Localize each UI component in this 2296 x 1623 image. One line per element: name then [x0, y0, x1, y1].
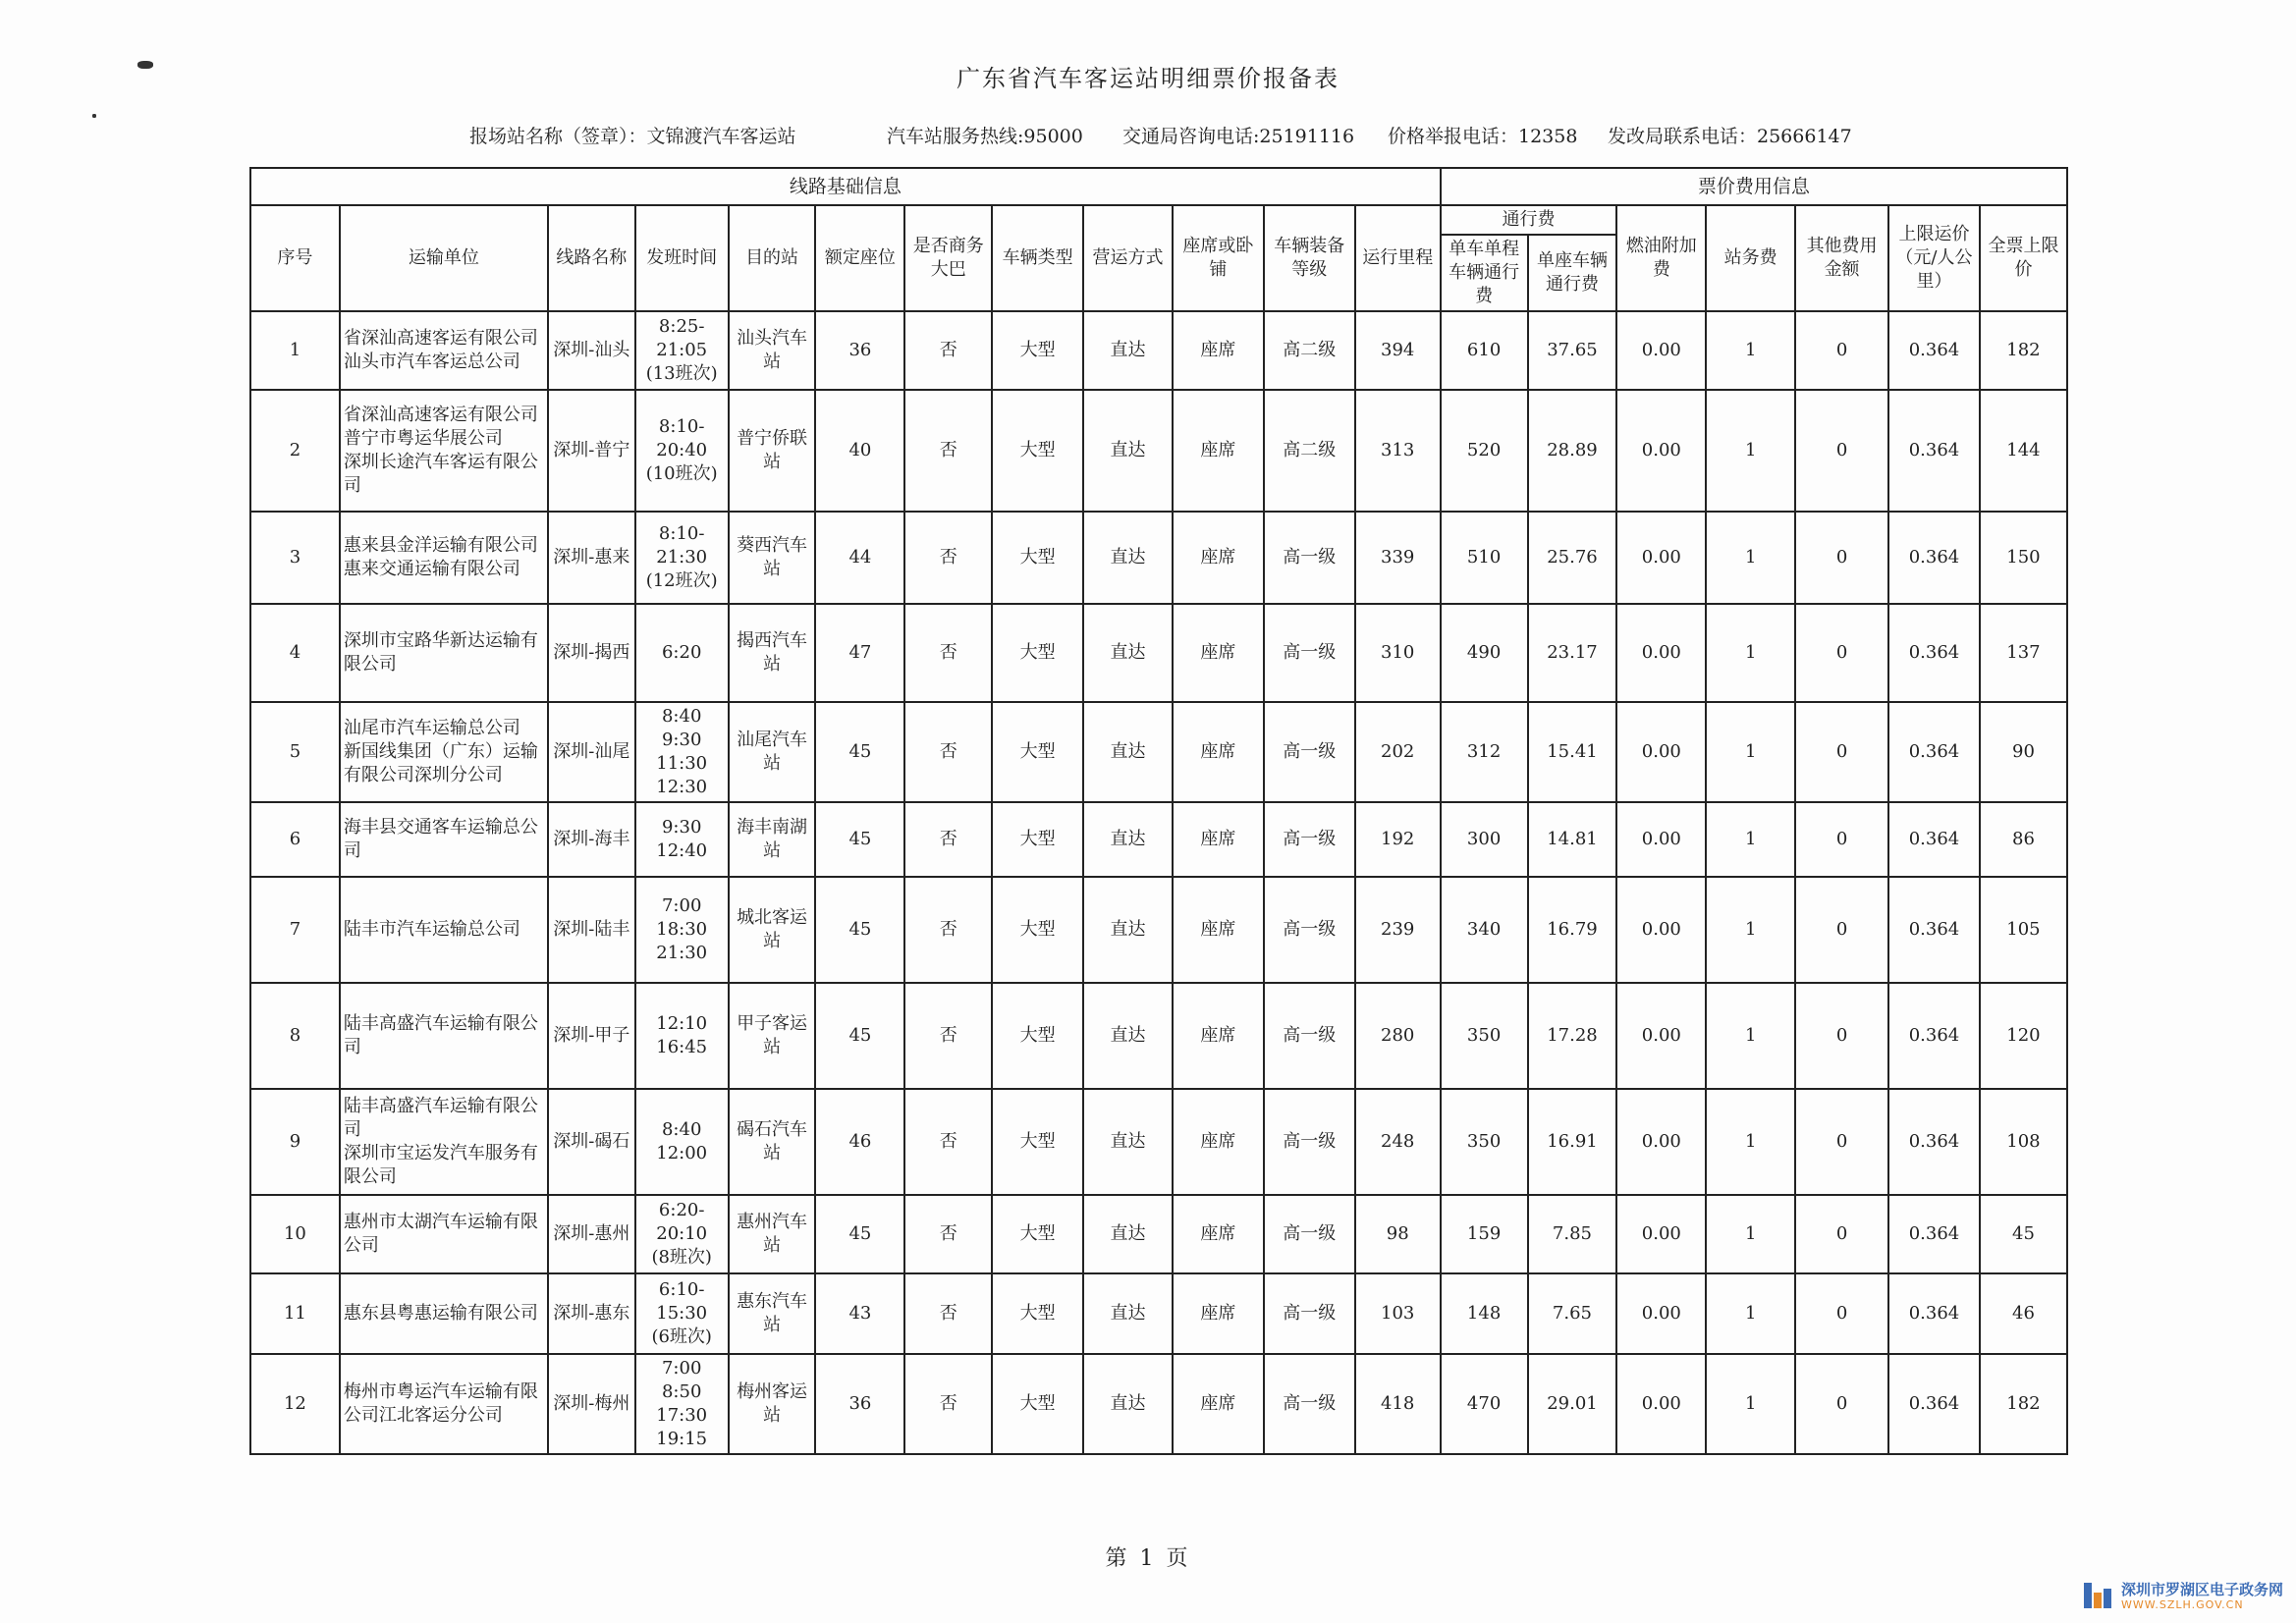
- cell-dest: 甲子客运站: [729, 983, 816, 1089]
- cell-seats: 36: [815, 311, 904, 390]
- scan-speck: [92, 114, 96, 118]
- cell-other: 0: [1795, 1089, 1888, 1195]
- cell-mileage: 202: [1355, 702, 1441, 802]
- cell-seat-bed: 座席: [1173, 390, 1264, 512]
- cell-vtype: 大型: [992, 604, 1083, 702]
- cell-grade: 高一级: [1264, 1089, 1355, 1195]
- cell-dest: 葵西汽车站: [729, 512, 816, 604]
- header-mode: 营运方式: [1083, 205, 1173, 311]
- cell-seq: 9: [250, 1089, 340, 1195]
- info-bar: [0, 122, 2296, 151]
- cell-mode: 直达: [1083, 604, 1173, 702]
- cell-mileage: 248: [1355, 1089, 1441, 1195]
- cell-business: 否: [904, 604, 992, 702]
- header-station-fee: 站务费: [1706, 205, 1795, 311]
- cell-cap-rate: 0.364: [1888, 702, 1980, 802]
- cell-depart: 8:40 12:00: [635, 1089, 729, 1195]
- cell-route: 深圳-汕尾: [548, 702, 635, 802]
- station-name: 报场站名称（签章）：文锦渡汽车客运站: [469, 126, 796, 147]
- cell-mileage: 418: [1355, 1354, 1441, 1454]
- transport-phone: 交通局咨询电话:25191116: [1122, 126, 1355, 147]
- cell-cap-rate: 0.364: [1888, 802, 1980, 877]
- cell-toll-seat: 25.76: [1528, 512, 1617, 604]
- cell-full-cap: 108: [1980, 1089, 2067, 1195]
- cell-depart: 12:10 16:45: [635, 983, 729, 1089]
- header-seat-bed: 座席或卧铺: [1173, 205, 1264, 311]
- header-depart: 发班时间: [635, 205, 729, 311]
- header-fuel: 燃油附加费: [1616, 205, 1706, 311]
- cell-mode: 直达: [1083, 1089, 1173, 1195]
- cell-other: 0: [1795, 1273, 1888, 1354]
- cell-cap-rate: 0.364: [1888, 512, 1980, 604]
- cell-seq: 5: [250, 702, 340, 802]
- header-route: 线路名称: [548, 205, 635, 311]
- section-fare-info: 票价费用信息: [1441, 168, 2067, 205]
- cell-other: 0: [1795, 802, 1888, 877]
- cell-seats: 46: [815, 1089, 904, 1195]
- cell-vtype: 大型: [992, 877, 1083, 983]
- cell-vtype: 大型: [992, 1089, 1083, 1195]
- cell-business: 否: [904, 1354, 992, 1454]
- drc-phone: 发改局联系电话：25666147: [1608, 126, 1852, 147]
- cell-carrier: 惠东县粤惠运输有限公司: [340, 1273, 548, 1354]
- table-row: [250, 604, 2067, 702]
- header-grade: 车辆装备等级: [1264, 205, 1355, 311]
- cell-seats: 36: [815, 1354, 904, 1454]
- cell-route: 深圳-甲子: [548, 983, 635, 1089]
- header-carrier: 运输单位: [340, 205, 548, 311]
- cell-depart: 6:10- 15:30 (6班次): [635, 1273, 729, 1354]
- cell-business: 否: [904, 512, 992, 604]
- cell-dest: 城北客运站: [729, 877, 816, 983]
- cell-other: 0: [1795, 1354, 1888, 1454]
- cell-toll-vehicle: 510: [1441, 512, 1528, 604]
- cell-other: 0: [1795, 512, 1888, 604]
- header-cap-rate: 上限运价（元/人公里）: [1888, 205, 1980, 311]
- header-seq: 序号: [250, 205, 340, 311]
- cell-carrier: 省深汕高速客运有限公司 普宁市粤运华展公司 深圳长途汽车客运有限公司: [340, 390, 548, 512]
- cell-carrier: 海丰县交通客车运输总公司: [340, 802, 548, 877]
- header-other: 其他费用金额: [1795, 205, 1888, 311]
- cell-seat-bed: 座席: [1173, 311, 1264, 390]
- cell-seq: 12: [250, 1354, 340, 1454]
- cell-grade: 高一级: [1264, 877, 1355, 983]
- cell-dest: 海丰南湖站: [729, 802, 816, 877]
- cell-station-fee: 1: [1706, 877, 1795, 983]
- cell-grade: 高一级: [1264, 702, 1355, 802]
- cell-route: 深圳-揭西: [548, 604, 635, 702]
- cell-depart: 6:20- 20:10 (8班次): [635, 1195, 729, 1273]
- header-vtype: 车辆类型: [992, 205, 1083, 311]
- cell-business: 否: [904, 877, 992, 983]
- cell-vtype: 大型: [992, 1195, 1083, 1273]
- cell-cap-rate: 0.364: [1888, 983, 1980, 1089]
- cell-seat-bed: 座席: [1173, 1354, 1264, 1454]
- cell-fuel: 0.00: [1616, 1089, 1706, 1195]
- cell-route: 深圳-汕头: [548, 311, 635, 390]
- cell-business: 否: [904, 1273, 992, 1354]
- cell-grade: 高一级: [1264, 1195, 1355, 1273]
- cell-mode: 直达: [1083, 1195, 1173, 1273]
- cell-mode: 直达: [1083, 877, 1173, 983]
- cell-seat-bed: 座席: [1173, 604, 1264, 702]
- table-row: [250, 512, 2067, 604]
- cell-route: 深圳-惠东: [548, 1273, 635, 1354]
- cell-seq: 1: [250, 311, 340, 390]
- cell-full-cap: 144: [1980, 390, 2067, 512]
- cell-vtype: 大型: [992, 802, 1083, 877]
- cell-vtype: 大型: [992, 702, 1083, 802]
- cell-seq: 7: [250, 877, 340, 983]
- cell-cap-rate: 0.364: [1888, 877, 1980, 983]
- cell-grade: 高一级: [1264, 1273, 1355, 1354]
- cell-route: 深圳-梅州: [548, 1354, 635, 1454]
- cell-other: 0: [1795, 604, 1888, 702]
- cell-seats: 40: [815, 390, 904, 512]
- cell-dest: 揭西汽车站: [729, 604, 816, 702]
- cell-seats: 45: [815, 802, 904, 877]
- cell-other: 0: [1795, 1195, 1888, 1273]
- cell-grade: 高二级: [1264, 390, 1355, 512]
- cell-station-fee: 1: [1706, 1195, 1795, 1273]
- cell-seat-bed: 座席: [1173, 1089, 1264, 1195]
- cell-cap-rate: 0.364: [1888, 1089, 1980, 1195]
- cell-station-fee: 1: [1706, 390, 1795, 512]
- cell-other: 0: [1795, 983, 1888, 1089]
- cell-business: 否: [904, 1195, 992, 1273]
- cell-mileage: 192: [1355, 802, 1441, 877]
- table-row: [250, 702, 2067, 802]
- cell-carrier: 惠州市太湖汽车运输有限公司: [340, 1195, 548, 1273]
- cell-grade: 高二级: [1264, 311, 1355, 390]
- cell-full-cap: 45: [1980, 1195, 2067, 1273]
- cell-station-fee: 1: [1706, 802, 1795, 877]
- cell-seq: 10: [250, 1195, 340, 1273]
- table-row: [250, 1273, 2067, 1354]
- cell-carrier: 陆丰高盛汽车运输有限公司: [340, 983, 548, 1089]
- cell-grade: 高一级: [1264, 802, 1355, 877]
- cell-fuel: 0.00: [1616, 311, 1706, 390]
- cell-depart: 8:10- 20:40 (10班次): [635, 390, 729, 512]
- header-full-cap: 全票上限价: [1980, 205, 2067, 311]
- cell-station-fee: 1: [1706, 604, 1795, 702]
- cell-full-cap: 137: [1980, 604, 2067, 702]
- cell-mileage: 394: [1355, 311, 1441, 390]
- cell-mode: 直达: [1083, 702, 1173, 802]
- cell-mileage: 310: [1355, 604, 1441, 702]
- cell-seat-bed: 座席: [1173, 983, 1264, 1089]
- cell-cap-rate: 0.364: [1888, 1273, 1980, 1354]
- header-toll-vehicle: 单车单程车辆通行费: [1441, 235, 1528, 311]
- cell-mileage: 313: [1355, 390, 1441, 512]
- cell-station-fee: 1: [1706, 311, 1795, 390]
- cell-toll-vehicle: 350: [1441, 983, 1528, 1089]
- cell-vtype: 大型: [992, 512, 1083, 604]
- table-row: [250, 1195, 2067, 1273]
- cell-station-fee: 1: [1706, 702, 1795, 802]
- cell-seats: 47: [815, 604, 904, 702]
- price-report-phone: 价格举报电话：12358: [1388, 126, 1578, 147]
- cell-dest: 梅州客运站: [729, 1354, 816, 1454]
- cell-business: 否: [904, 802, 992, 877]
- cell-mode: 直达: [1083, 983, 1173, 1089]
- cell-fuel: 0.00: [1616, 1273, 1706, 1354]
- cell-toll-seat: 7.65: [1528, 1273, 1617, 1354]
- cell-seat-bed: 座席: [1173, 512, 1264, 604]
- cell-seq: 3: [250, 512, 340, 604]
- cell-toll-vehicle: 490: [1441, 604, 1528, 702]
- cell-fuel: 0.00: [1616, 1195, 1706, 1273]
- cell-seq: 8: [250, 983, 340, 1089]
- cell-seat-bed: 座席: [1173, 1273, 1264, 1354]
- cell-vtype: 大型: [992, 983, 1083, 1089]
- cell-seats: 45: [815, 702, 904, 802]
- table-row: [250, 390, 2067, 512]
- page-title: 广东省汽车客运站明细票价报备表: [957, 65, 1339, 92]
- cell-vtype: 大型: [992, 1273, 1083, 1354]
- fare-table: [249, 167, 2068, 1455]
- hotline: 汽车站服务热线:95000: [887, 126, 1083, 147]
- cell-toll-vehicle: 300: [1441, 802, 1528, 877]
- cell-mode: 直达: [1083, 1354, 1173, 1454]
- cell-full-cap: 46: [1980, 1273, 2067, 1354]
- cell-station-fee: 1: [1706, 1354, 1795, 1454]
- cell-toll-seat: 28.89: [1528, 390, 1617, 512]
- cell-toll-seat: 16.91: [1528, 1089, 1617, 1195]
- cell-toll-vehicle: 610: [1441, 311, 1528, 390]
- cell-fuel: 0.00: [1616, 1354, 1706, 1454]
- cell-mileage: 239: [1355, 877, 1441, 983]
- cell-cap-rate: 0.364: [1888, 1354, 1980, 1454]
- header-toll-seat: 单座车辆通行费: [1528, 235, 1617, 311]
- cell-carrier: 深圳市宝路华新达运输有限公司: [340, 604, 548, 702]
- cell-station-fee: 1: [1706, 1273, 1795, 1354]
- cell-toll-vehicle: 148: [1441, 1273, 1528, 1354]
- cell-fuel: 0.00: [1616, 604, 1706, 702]
- cell-toll-seat: 29.01: [1528, 1354, 1617, 1454]
- cell-station-fee: 1: [1706, 1089, 1795, 1195]
- header-toll-group: 通行费: [1441, 205, 1617, 235]
- cell-vtype: 大型: [992, 311, 1083, 390]
- cell-full-cap: 182: [1980, 1354, 2067, 1454]
- cell-mode: 直达: [1083, 512, 1173, 604]
- cell-full-cap: 182: [1980, 311, 2067, 390]
- cell-depart: 8:40 9:30 11:30 12:30: [635, 702, 729, 802]
- cell-carrier: 省深汕高速客运有限公司 汕头市汽车客运总公司: [340, 311, 548, 390]
- cell-route: 深圳-惠州: [548, 1195, 635, 1273]
- cell-depart: 9:30 12:40: [635, 802, 729, 877]
- watermark-en: WWW.SZLH.GOV.CN: [2121, 1598, 2244, 1611]
- cell-grade: 高一级: [1264, 604, 1355, 702]
- cell-toll-vehicle: 350: [1441, 1089, 1528, 1195]
- cell-depart: 8:25- 21:05 (13班次): [635, 311, 729, 390]
- cell-depart: 6:20: [635, 604, 729, 702]
- cell-seats: 45: [815, 1195, 904, 1273]
- cell-dest: 汕尾汽车站: [729, 702, 816, 802]
- cell-seq: 2: [250, 390, 340, 512]
- cell-full-cap: 120: [1980, 983, 2067, 1089]
- cell-dest: 汕头汽车站: [729, 311, 816, 390]
- cell-carrier: 陆丰高盛汽车运输有限公司 深圳市宝运发汽车服务有限公司: [340, 1089, 548, 1195]
- cell-fuel: 0.00: [1616, 877, 1706, 983]
- table-row: [250, 983, 2067, 1089]
- cell-station-fee: 1: [1706, 512, 1795, 604]
- header-mileage: 运行里程: [1355, 205, 1441, 311]
- cell-mode: 直达: [1083, 311, 1173, 390]
- cell-seats: 44: [815, 512, 904, 604]
- cell-business: 否: [904, 390, 992, 512]
- cell-cap-rate: 0.364: [1888, 390, 1980, 512]
- cell-route: 深圳-惠来: [548, 512, 635, 604]
- cell-toll-vehicle: 470: [1441, 1354, 1528, 1454]
- table-row: [250, 311, 2067, 390]
- cell-seq: 6: [250, 802, 340, 877]
- cell-toll-seat: 7.85: [1528, 1195, 1617, 1273]
- cell-mileage: 98: [1355, 1195, 1441, 1273]
- cell-seats: 43: [815, 1273, 904, 1354]
- cell-other: 0: [1795, 877, 1888, 983]
- cell-fuel: 0.00: [1616, 390, 1706, 512]
- cell-fuel: 0.00: [1616, 983, 1706, 1089]
- table-row: [250, 1354, 2067, 1454]
- cell-business: 否: [904, 983, 992, 1089]
- cell-toll-vehicle: 340: [1441, 877, 1528, 983]
- site-watermark-logo: [2082, 1577, 2284, 1616]
- cell-depart: 8:10- 21:30 (12班次): [635, 512, 729, 604]
- cell-toll-seat: 14.81: [1528, 802, 1617, 877]
- cell-toll-seat: 23.17: [1528, 604, 1617, 702]
- cell-dest: 惠州汽车站: [729, 1195, 816, 1273]
- cell-grade: 高一级: [1264, 983, 1355, 1089]
- cell-cap-rate: 0.364: [1888, 311, 1980, 390]
- cell-route: 深圳-普宁: [548, 390, 635, 512]
- cell-seats: 45: [815, 983, 904, 1089]
- cell-toll-vehicle: 159: [1441, 1195, 1528, 1273]
- cell-mileage: 280: [1355, 983, 1441, 1089]
- cell-dest: 碣石汽车站: [729, 1089, 816, 1195]
- cell-toll-seat: 17.28: [1528, 983, 1617, 1089]
- cell-fuel: 0.00: [1616, 802, 1706, 877]
- cell-toll-seat: 37.65: [1528, 311, 1617, 390]
- cell-full-cap: 86: [1980, 802, 2067, 877]
- cell-cap-rate: 0.364: [1888, 1195, 1980, 1273]
- cell-carrier: 梅州市粤运汽车运输有限公司江北客运分公司: [340, 1354, 548, 1454]
- cell-dest: 惠东汽车站: [729, 1273, 816, 1354]
- cell-full-cap: 150: [1980, 512, 2067, 604]
- cell-carrier: 汕尾市汽车运输总公司 新国线集团（广东）运输有限公司深圳分公司: [340, 702, 548, 802]
- cell-full-cap: 105: [1980, 877, 2067, 983]
- cell-vtype: 大型: [992, 390, 1083, 512]
- cell-route: 深圳-碣石: [548, 1089, 635, 1195]
- cell-toll-vehicle: 520: [1441, 390, 1528, 512]
- cell-fuel: 0.00: [1616, 512, 1706, 604]
- cell-mileage: 103: [1355, 1273, 1441, 1354]
- table-row: [250, 1089, 2067, 1195]
- cell-route: 深圳-陆丰: [548, 877, 635, 983]
- cell-vtype: 大型: [992, 1354, 1083, 1454]
- cell-carrier: 惠来县金洋运输有限公司 惠来交通运输有限公司: [340, 512, 548, 604]
- cell-depart: 7:00 18:30 21:30: [635, 877, 729, 983]
- cell-seat-bed: 座席: [1173, 1195, 1264, 1273]
- cell-mode: 直达: [1083, 390, 1173, 512]
- page-number: 第 1 页: [1105, 1546, 1191, 1571]
- cell-seat-bed: 座席: [1173, 702, 1264, 802]
- cell-seat-bed: 座席: [1173, 877, 1264, 983]
- watermark-cn: 深圳市罗湖区电子政务网: [2121, 1581, 2284, 1598]
- cell-mode: 直达: [1083, 1273, 1173, 1354]
- cell-carrier: 陆丰市汽车运输总公司: [340, 877, 548, 983]
- cell-full-cap: 90: [1980, 702, 2067, 802]
- cell-toll-seat: 15.41: [1528, 702, 1617, 802]
- cell-grade: 高一级: [1264, 1354, 1355, 1454]
- header-seats: 额定座位: [815, 205, 904, 311]
- cell-toll-seat: 16.79: [1528, 877, 1617, 983]
- cell-cap-rate: 0.364: [1888, 604, 1980, 702]
- cell-grade: 高一级: [1264, 512, 1355, 604]
- cell-mode: 直达: [1083, 802, 1173, 877]
- cell-seat-bed: 座席: [1173, 802, 1264, 877]
- cell-other: 0: [1795, 311, 1888, 390]
- cell-other: 0: [1795, 702, 1888, 802]
- cell-station-fee: 1: [1706, 983, 1795, 1089]
- table-row: [250, 877, 2067, 983]
- cell-other: 0: [1795, 390, 1888, 512]
- cell-business: 否: [904, 1089, 992, 1195]
- cell-fuel: 0.00: [1616, 702, 1706, 802]
- cell-mileage: 339: [1355, 512, 1441, 604]
- cell-seats: 45: [815, 877, 904, 983]
- cell-route: 深圳-海丰: [548, 802, 635, 877]
- site-logo-icon: [2082, 1579, 2115, 1612]
- cell-seq: 4: [250, 604, 340, 702]
- cell-dest: 普宁侨联站: [729, 390, 816, 512]
- cell-seq: 11: [250, 1273, 340, 1354]
- cell-business: 否: [904, 311, 992, 390]
- section-route-info: 线路基础信息: [250, 168, 1441, 205]
- header-business: 是否商务大巴: [904, 205, 992, 311]
- cell-business: 否: [904, 702, 992, 802]
- cell-depart: 7:00 8:50 17:30 19:15: [635, 1354, 729, 1454]
- cell-toll-vehicle: 312: [1441, 702, 1528, 802]
- header-dest: 目的站: [729, 205, 816, 311]
- table-row: [250, 802, 2067, 877]
